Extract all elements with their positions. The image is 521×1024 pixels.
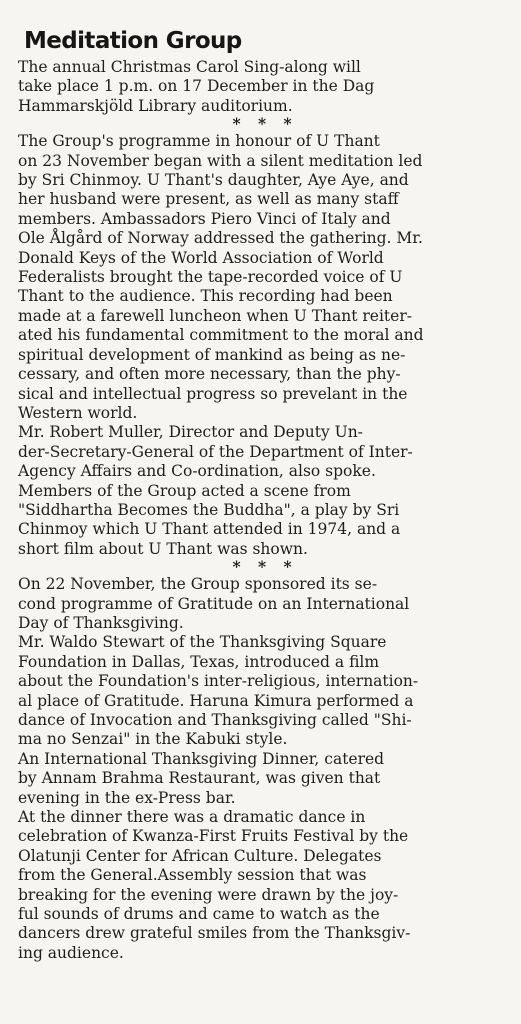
paragraph-gratitude-programme: On 22 November, the Group sponsored its se- cond programme of Gratitude on an International Day of Thanksgiving. (18, 575, 410, 632)
paragraph-thanksgiving-dinner: An International Thanksgiving Dinner, catered by Annam Brahma Restaurant, was given that evening in the ex-Press bar. (18, 749, 385, 807)
paragraph-kwanza-dance: At the dinner there was a dramatic dance in celebration of Kwanza-First Fruits Festival by the Olatunji Center for African Culture. Delegates from the General.Assembly session that was breaking for the evening were drawn by the joy- ful sounds of drums and came to watch as the dancers drew grateful smiles from the Thanksgiv- ing audience. (18, 808, 411, 962)
paragraph-waldo-stewart: Mr. Waldo Stewart of the Thanksgiving Square Foundation in Dallas, Texas, introduced a film about the Foundation's inter-religious, internation- al place of Gratitude. Haruna Kimura performed a dance of Invocation and Thanksgiving called "Shi- ma no Senzai" in the Kabuki style. (18, 633, 419, 749)
paragraph-carol-singalong: The annual Christmas Carol Sing-along will take place 1 p.m. on 17 December in the Dag Hammarskjöld Library auditorium. (18, 58, 375, 115)
paragraph-robert-muller: Mr. Robert Muller, Director and Deputy Un- der-Secretary-General of the Department of Inter- Agency Affairs and Co-ordination, also spoke. (18, 423, 413, 481)
section-separator: * * * (232, 114, 298, 134)
paragraph-u-thant-programme: The Group's programme in honour of U Thant on 23 November began with a silent meditation led by Sri Chinmoy. U Thant's daughter, Aye Aye, and her husband were present, as well as many staff members. Ambassadors Piero Vinci of Italy and Ole Ålgård of Norway addressed the gathering. Mr. Donald Keys of the World Association of World Federalists brought the tape-recorded voice of U Thant to the audience. This recording had been made at a farewell luncheon when U Thant reiter- ated his fundamental commitment to the moral and spiritual development of mankind as being as ne- cessary, and often more necessary, than the phy- sical and intellectual progress so prevelant in the Western world. (18, 132, 424, 422)
article-title: Meditation Group (24, 28, 242, 54)
article (18, 26, 502, 963)
section-separator: * * * (232, 557, 298, 577)
paragraph-siddhartha-scene: Members of the Group acted a scene from "Siddhartha Becomes the Buddha", a play by Sri Chinmoy which U Thant attended in 1974, and a short film about U Thant was shown. (18, 481, 401, 558)
